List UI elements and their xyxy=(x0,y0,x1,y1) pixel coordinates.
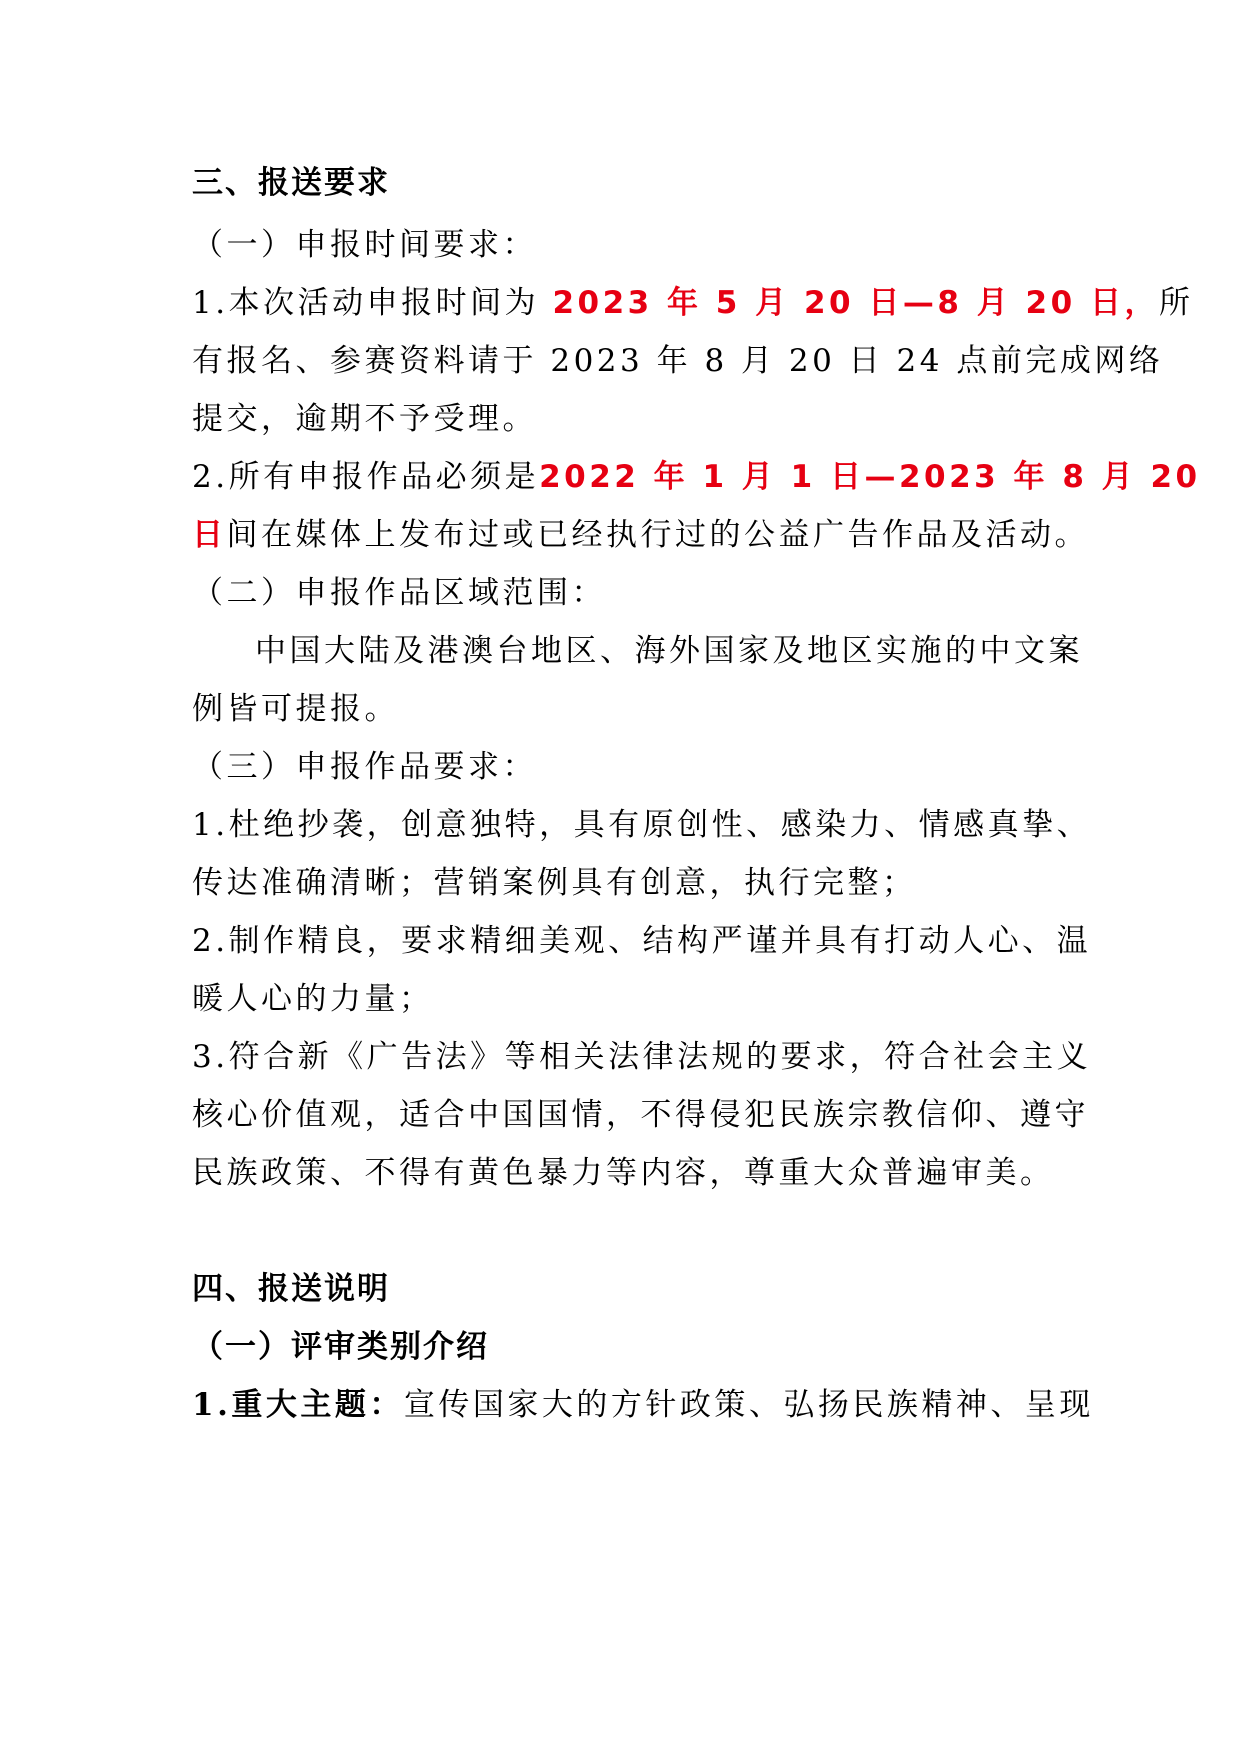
category-1-label: 1.重大主题： xyxy=(192,1387,404,1423)
section-3-sub2-title: （二）申报作品区域范围： xyxy=(192,575,606,611)
region-line-1: 中国大陆及港澳台地区、海外国家及地区实施的中文案 xyxy=(255,633,1083,669)
time-item-1-line-3: 提交，逾期不予受理。 xyxy=(192,401,537,437)
section-3-title: 三、报送要求 xyxy=(192,165,390,201)
time-item-1-line-2: 有报名、参赛资料请于 2023 年 8 月 20 日 24 点前完成网络 xyxy=(192,343,1164,379)
time-item-2-line-1 xyxy=(192,457,1201,497)
region-line-2: 例皆可提报。 xyxy=(192,691,399,727)
requirement-3-line-1: 3.符合新《广告法》等相关法律法规的要求，符合社会主义 xyxy=(192,1039,1092,1075)
time-item-2-prefix: 2.所有申报作品必须是 xyxy=(192,459,540,495)
requirement-3-line-2: 核心价值观，适合中国国情，不得侵犯民族宗教信仰、遵守 xyxy=(192,1097,1089,1133)
requirement-3-line-3: 民族政策、不得有黄色暴力等内容，尊重大众普遍审美。 xyxy=(192,1155,1055,1191)
requirement-1-line-1: 1.杜绝抄袭，创意独特，具有原创性、感染力、情感真挚、 xyxy=(192,807,1092,843)
category-1-line-1 xyxy=(192,1385,1094,1425)
time-item-1-suffix: 所 xyxy=(1158,285,1194,321)
time-item-1-line-1 xyxy=(192,283,1194,323)
date-range-highlight: 2022 年 1 月 1 日—2023 年 8 月 20 xyxy=(539,459,1201,495)
date-range-highlight-end: 日 xyxy=(192,517,227,553)
section-3-sub1-title: （一）申报时间要求： xyxy=(192,227,537,263)
category-1-text: 宣传国家大的方针政策、弘扬民族精神、呈现 xyxy=(403,1387,1094,1423)
requirement-2-line-1: 2.制作精良，要求精细美观、结构严谨并具有打动人心、温 xyxy=(192,923,1092,959)
section-3-sub3-title: （三）申报作品要求： xyxy=(192,749,537,785)
section-4-title: 四、报送说明 xyxy=(192,1271,390,1307)
time-item-2-line-2 xyxy=(192,515,1089,555)
time-item-1-prefix: 1.本次活动申报时间为 xyxy=(192,285,553,321)
section-4-sub1-title: （一）评审类别介绍 xyxy=(192,1329,489,1365)
requirement-2-line-2: 暖人心的力量； xyxy=(192,981,434,1017)
requirement-1-line-2: 传达准确清晰；营销案例具有创意，执行完整； xyxy=(192,865,917,901)
time-item-2-suffix: 间在媒体上发布过或已经执行过的公益广告作品及活动。 xyxy=(226,517,1089,553)
deadline-highlight: 2023 年 5 月 20 日—8 月 20 日， xyxy=(552,285,1159,321)
